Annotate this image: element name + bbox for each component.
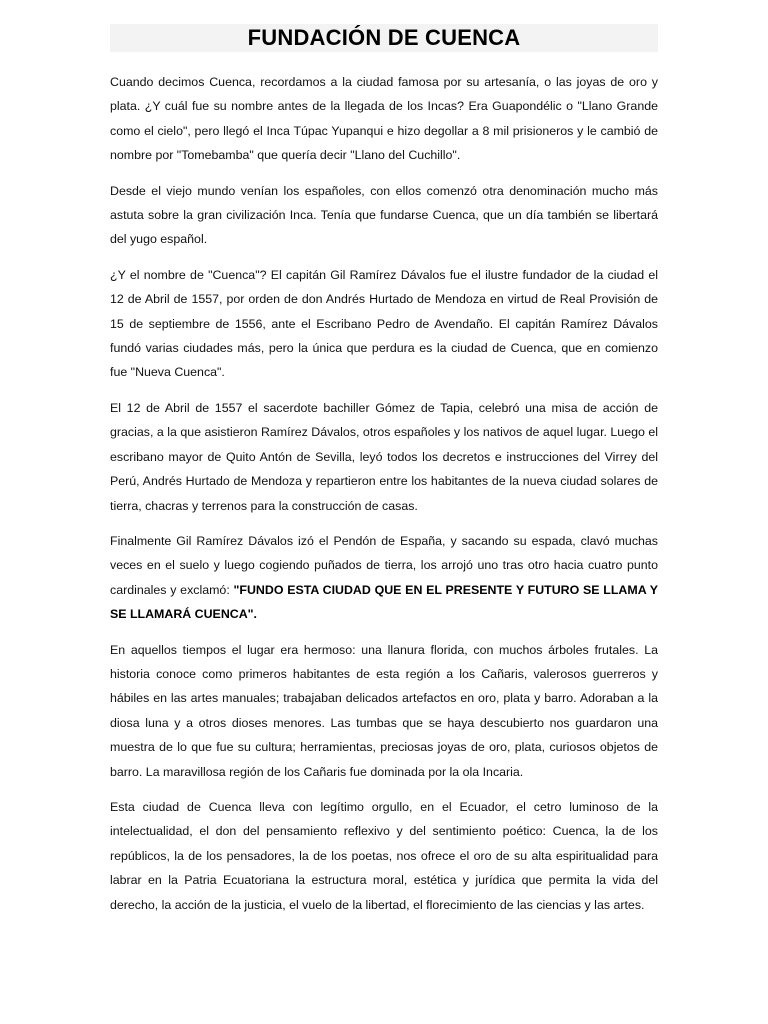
paragraph-6: En aquellos tiempos el lugar era hermoso: una llanura florida, con muchos árboles frutales. La historia conoce como primeros habitantes de esta región a los Cañaris, valerosos guerreros y hábiles en las artes manuales; trabajaban delicados artefactos en oro, plata y barro. Adoraban a la diosa luna y a otros dioses menores. Las tumbas que se haya descubierto nos guardaron una muestra de lo que fue su cultura; herramientas, preciosas joyas de oro, plata, curiosos objetos de barro. La maravillosa región de los Cañaris fue dominada por la ola Incaria. [110,642,658,779]
page-title: FUNDACIÓN DE CUENCA [247,25,521,50]
founding-quote: "FUNDO ESTA CIUDAD QUE EN EL PRESENTE Y FUTURO SE LLAMA Y SE LLAMARÁ CUENCA". [110,582,658,622]
paragraph-1: Cuando decimos Cuenca, recordamos a la ciudad famosa por su artesanía, o las joyas de oro y plata. ¿Y cuál fue su nombre antes de la llegada de los Incas? Era Guapondélic o "Llano Grande como el cielo", pero llegó el Inca Túpac Yupanqui e hizo degollar a 8 mil prisioneros y le cambió de nombre por "Tomebamba" que quería decir "Llano del Cuchillo". [110,75,658,163]
paragraph-5 [110,529,658,627]
paragraph-2: Desde el viejo mundo venían los españoles, con ellos comenzó otra denominación mucho más astuta sobre la gran civilización Inca. Tenía que fundarse Cuenca, que un día también se libertará del yugo español. [110,183,658,247]
paragraph-4: El 12 de Abril de 1557 el sacerdote bachiller Gómez de Tapia, celebró una misa de acción de gracias, a la que asistieron Ramírez Dávalos, otros españoles y los nativos de aquel lugar. Luego el escribano mayor de Quito Antón de Sevilla, leyó todos los decretos e instrucciones del Virrey del Perú, Andrés Hurtado de Mendoza y repartieron entre los habitantes de la nueva ciudad solares de tierra, chacras y terrenos para la construcción de casas. [110,400,658,513]
title-bar [110,24,658,52]
document-body [110,70,658,928]
paragraph-3: ¿Y el nombre de "Cuenca"? El capitán Gil Ramírez Dávalos fue el ilustre fundador de la ciudad el 12 de Abril de 1557, por orden de don Andrés Hurtado de Mendoza en virtud de Real Provisión de 15 de septiembre de 1556, ante el Escribano Pedro de Avendaño. El capitán Ramírez Dávalos fundó varias ciudades más, pero la única que perdura es la ciudad de Cuenca, que en comienzo fue "Nueva Cuenca". [110,267,658,380]
paragraph-7: Esta ciudad de Cuenca lleva con legítimo orgullo, en el Ecuador, el cetro luminoso de la intelectualidad, el don del pensamiento reflexivo y del sentimiento poético: Cuenca, la de los repúblicos, la de los pensadores, la de los poetas, nos ofrece el oro de su alta espiritualidad para labrar en la Patria Ecuatoriana la estructura moral, estética y jurídica que permita la vida del derecho, la acción de la justicia, el vuelo de la libertad, el florecimiento de las ciencias y las artes. [110,799,658,912]
paragraph-5-lead: Finalmente Gil Ramírez Dávalos izó el Pendón de España, y sacando su espada, clavó muchas veces en el suelo y luego cogiendo puñados de tierra, los arrojó uno tras otro hacia cuatro punto cardinales y exclamó: [110,533,658,597]
